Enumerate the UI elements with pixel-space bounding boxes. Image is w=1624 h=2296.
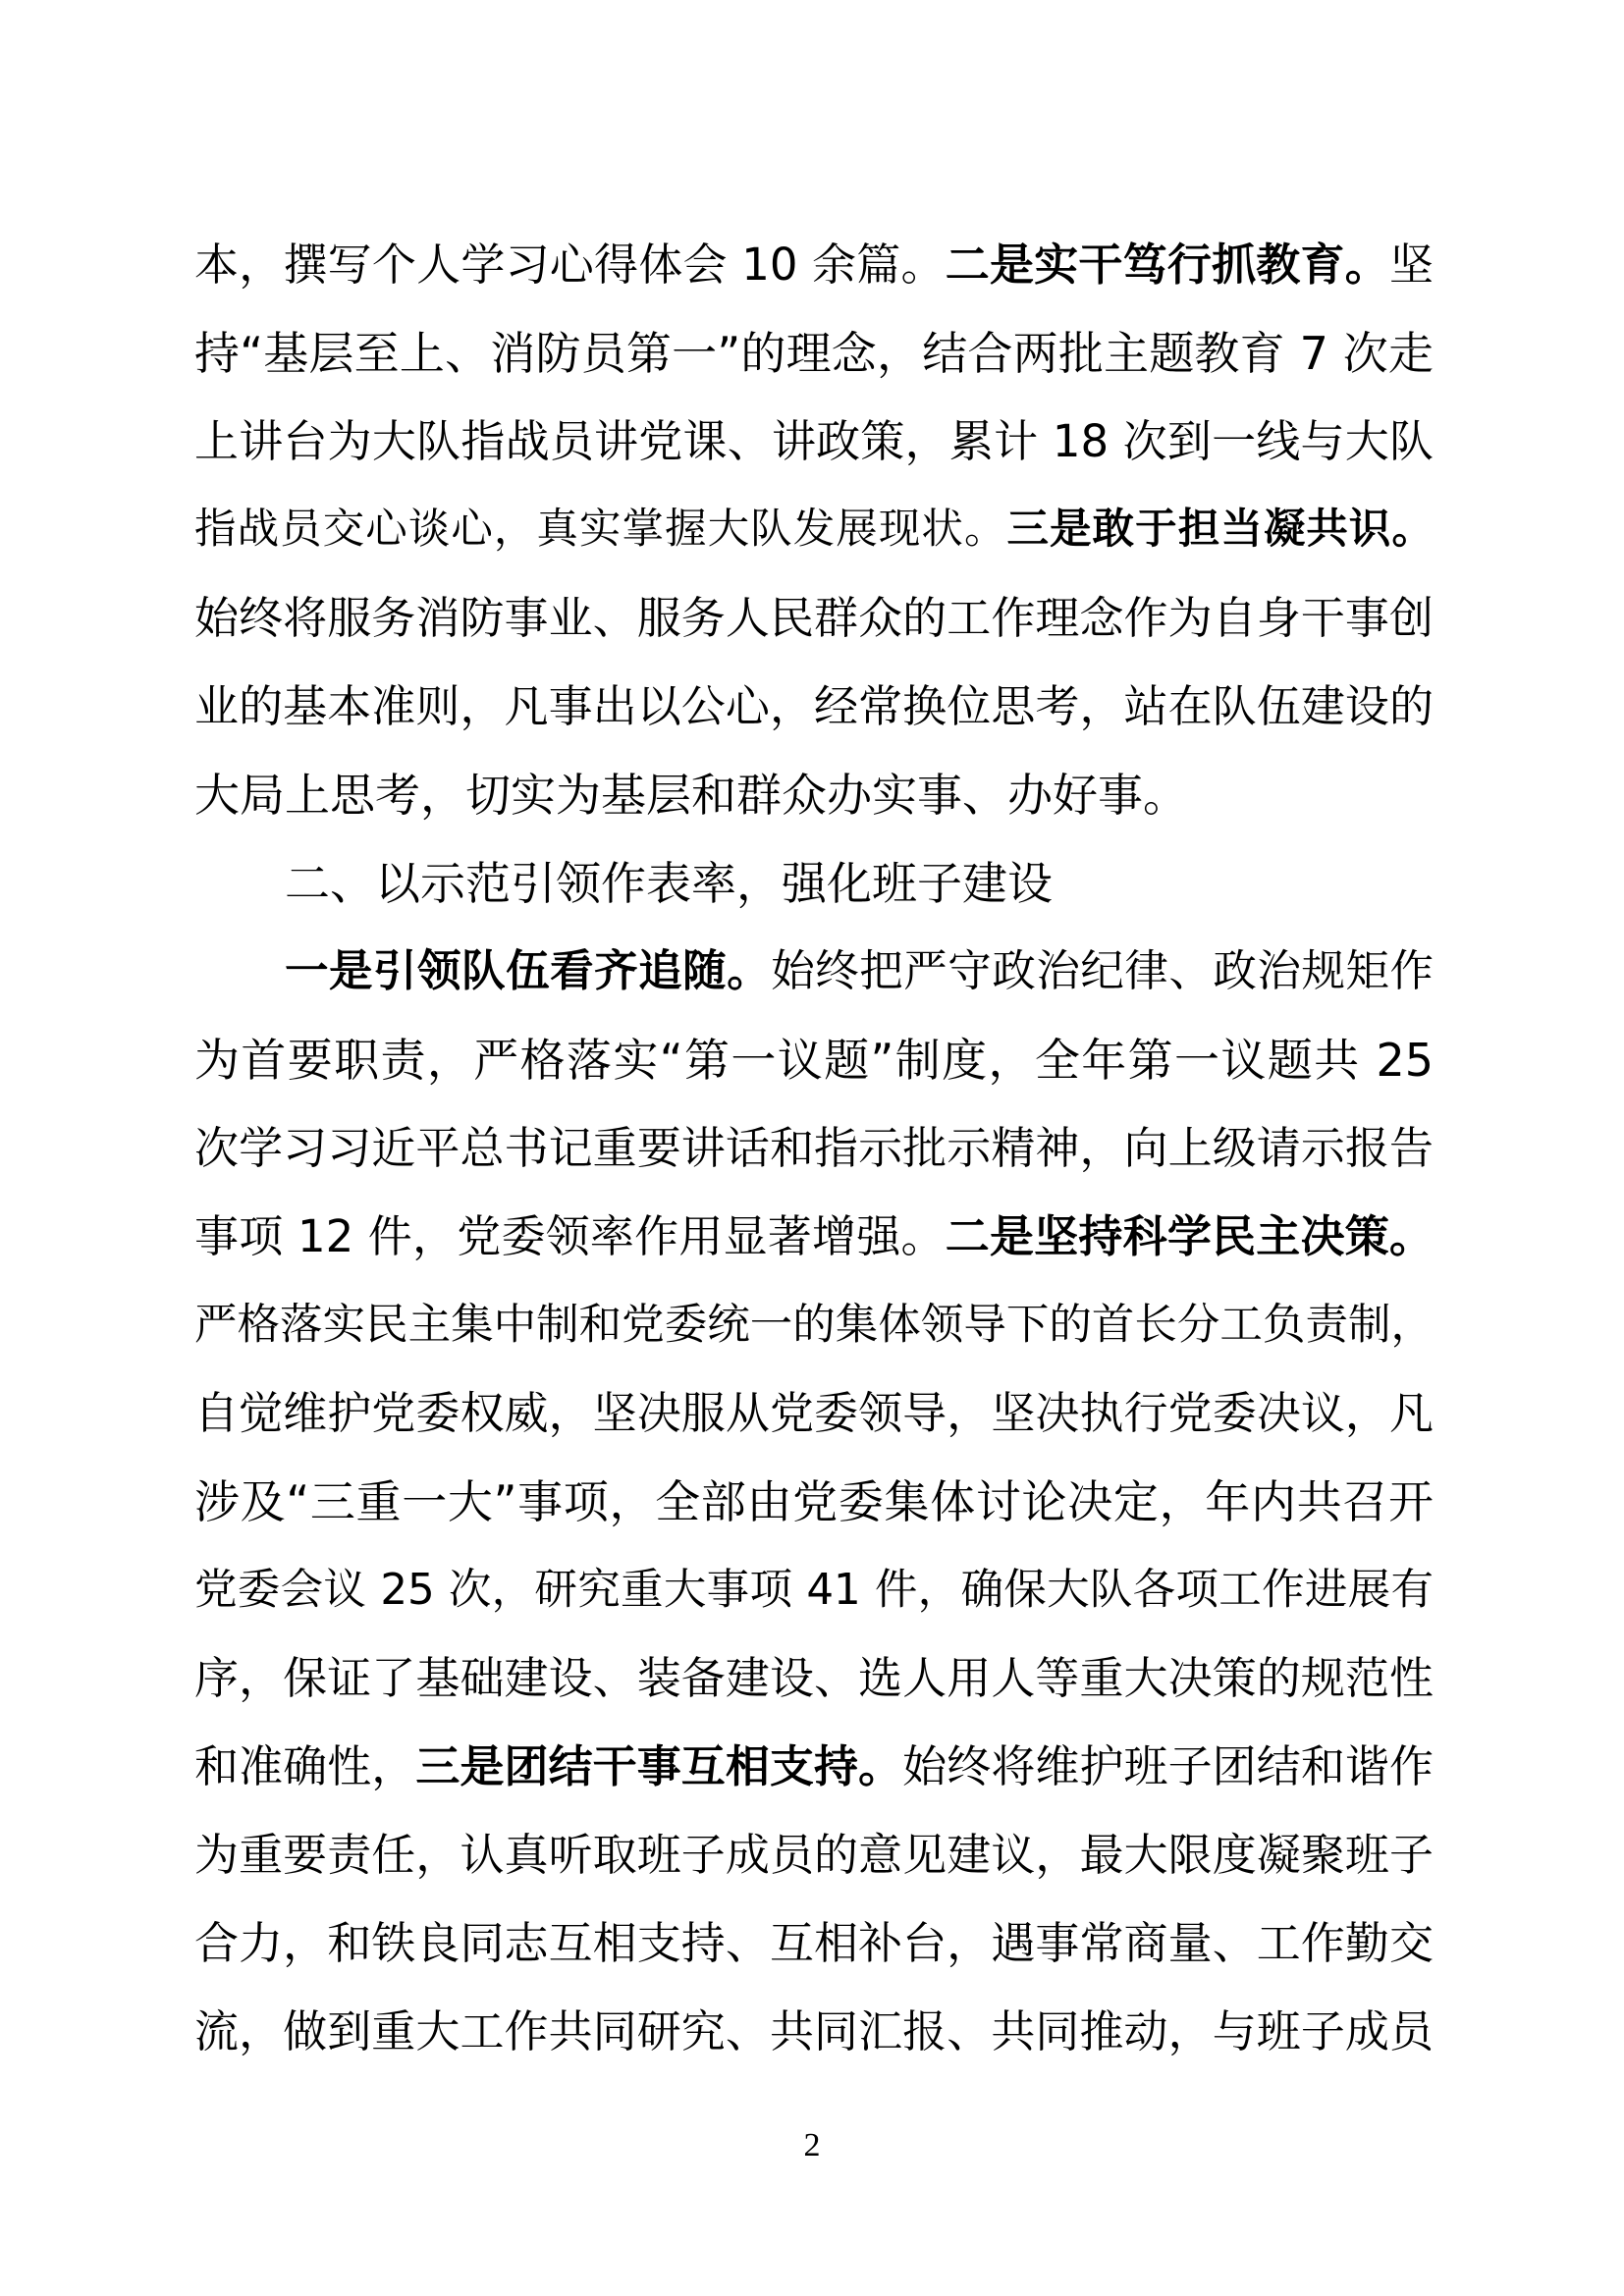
- text-run: 严格落实民主集中制和党委统一的集体领导下的首长分工负责制，: [194, 1301, 1434, 1350]
- bold-heading-run: 二是实干笃行抓教育。: [945, 239, 1389, 291]
- text-run: 自觉维护党委权威，坚决服从党委领导，坚决执行党委决议，凡: [194, 1387, 1434, 1439]
- document-body: [194, 221, 1434, 2076]
- text-run: 本，撰写个人学习心得体会 10 余篇。: [194, 239, 946, 291]
- text-run: 上讲台为大队指战员讲党课、讲政策，累计 18 次到一线与大队: [194, 415, 1434, 467]
- text-run: 始终将维护班子团结和谐作: [902, 1740, 1434, 1792]
- text-line: [194, 221, 1434, 309]
- text-run: 合力，和铁良同志互相支持、互相补台，遇事常商量、工作勤交: [194, 1917, 1434, 1969]
- text-line: [194, 1723, 1434, 1811]
- text-line: [194, 1546, 1434, 1634]
- text-run: 涉及“三重一大”事项，全部由党委集体讨论决定，年内共召开: [194, 1475, 1434, 1528]
- text-line: [194, 1988, 1434, 2076]
- bold-heading-run: 二是坚持科学民主决策。: [945, 1210, 1434, 1262]
- text-run: 为重要责任，认真听取班子成员的意见建议，最大限度凝聚班子: [194, 1829, 1434, 1881]
- text-line: [194, 574, 1434, 663]
- text-run: 持“基层至上、消防员第一”的理念，结合两批主题教育 7 次走: [194, 327, 1434, 380]
- text-line: [194, 663, 1434, 751]
- text-run: 业的基本准则，凡事出以公心，经常换位思考，站在队伍建设的: [194, 680, 1434, 732]
- bold-heading-run: 三是敢于担当凝共识。: [1006, 506, 1434, 554]
- section-heading: [194, 839, 1434, 928]
- text-line: [194, 309, 1434, 398]
- text-run: 始终将服务消防事业、服务人民群众的工作理念作为自身干事创: [194, 592, 1434, 644]
- page-number: 2: [803, 2127, 821, 2163]
- text-line: [194, 1016, 1434, 1104]
- text-line: [194, 1369, 1434, 1458]
- text-run: 流，做到重大工作共同研究、共同汇报、共同推动，与班子成员: [194, 2005, 1434, 2057]
- text-line: [194, 1281, 1434, 1369]
- text-run: 党委会议 25 次，研究重大事项 41 件，确保大队各项工作进展有: [194, 1566, 1434, 1615]
- text-run: 为首要职责，严格落实“第一议题”制度，全年第一议题共 25: [194, 1034, 1434, 1087]
- text-line: [194, 1634, 1434, 1723]
- text-line: [194, 751, 1434, 839]
- text-line: [194, 1458, 1434, 1546]
- text-run: 事项 12 件，党委领率作用显著增强。: [194, 1210, 946, 1262]
- text-line: [194, 398, 1434, 486]
- text-run: 指战员交心谈心，真实掌握大队发展现状。: [194, 506, 1007, 554]
- text-run: 次学习习近平总书记重要讲话和指示批示精神，向上级请示报告: [194, 1122, 1434, 1174]
- text-line: [194, 1193, 1434, 1281]
- text-line: [194, 1104, 1434, 1193]
- text-line: [194, 928, 1434, 1016]
- bold-heading-run: 三是团结干事互相支持。: [415, 1740, 903, 1792]
- bold-heading-run: 一是引领队伍看齐追随。: [285, 946, 772, 996]
- text-line: [194, 486, 1434, 574]
- text-run: 序，保证了基础建设、装备建设、选人用人等重大决策的规范性: [194, 1652, 1434, 1704]
- text-line: [194, 1899, 1434, 1988]
- text-run: 坚: [1388, 239, 1434, 291]
- text-line: [194, 1811, 1434, 1899]
- text-run: 始终把严守政治纪律、政治规矩作: [771, 946, 1434, 996]
- text-run: 大局上思考，切实为基层和群众办实事、办好事。: [194, 769, 1188, 822]
- text-run: 和准确性，: [194, 1740, 416, 1792]
- text-run: 二、以示范引领作表率，强化班子建设: [285, 857, 1053, 910]
